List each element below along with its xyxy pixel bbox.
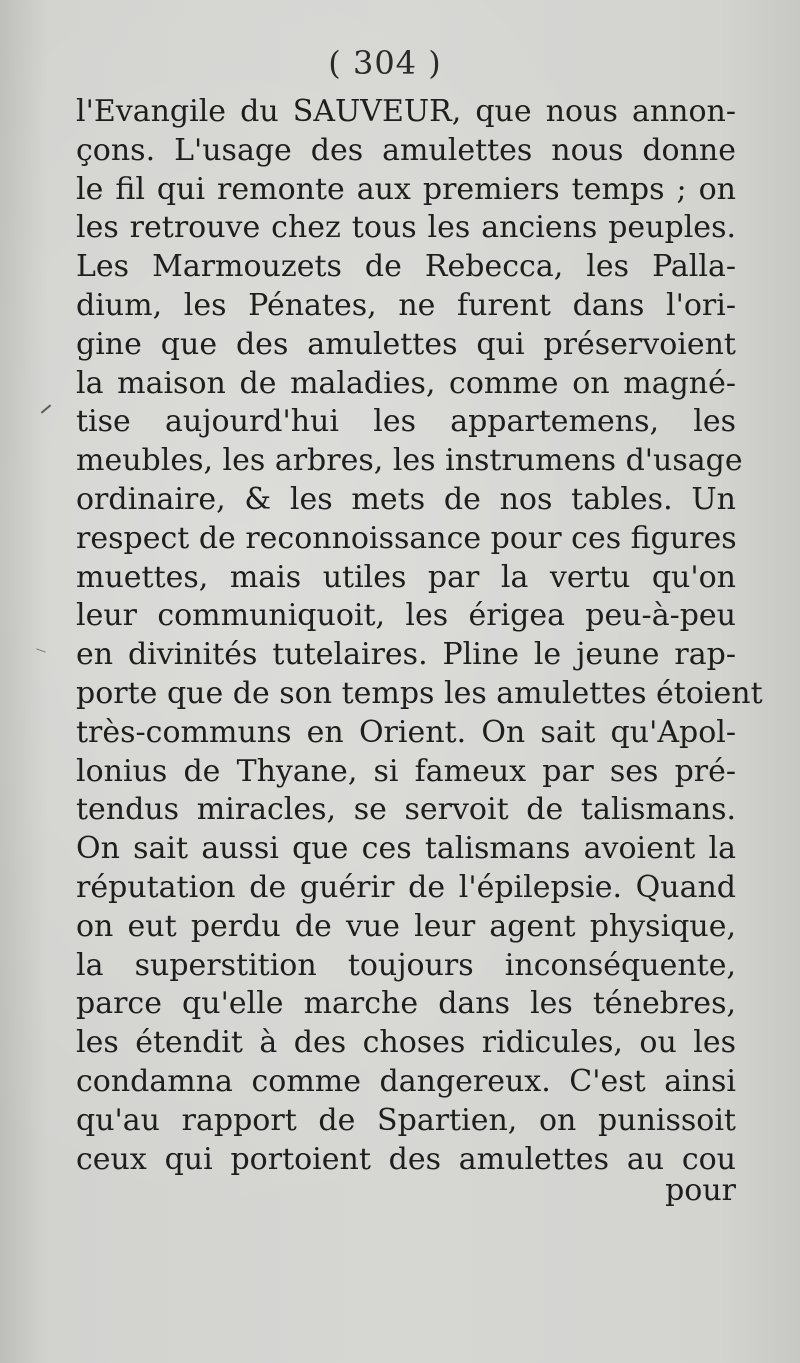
margin-mark: [41, 404, 51, 413]
text-line: condamna comme dangereux. C'est ainsi: [76, 1063, 736, 1099]
text-line: gine que des amulettes qui préservoient: [76, 326, 736, 362]
text-line: parce qu'elle marche dans les ténebres,: [76, 986, 736, 1022]
page-number: ( 304 ): [328, 44, 442, 82]
text-line: ordinaire, & les mets de nos tables. Un: [76, 481, 736, 517]
body-text: [76, 93, 763, 1179]
text-line: dium, les Pénates, ne furent dans l'ori-: [76, 287, 736, 323]
text-line: çons. L'usage des amulettes nous donne: [76, 132, 736, 168]
text-line: lonius de Thyane, si fameux par ses pré-: [76, 753, 736, 789]
text-line: en divinités tutelaires. Pline le jeune rap-: [76, 637, 736, 673]
text-line: ceux qui portoient des amulettes au cou: [76, 1141, 736, 1177]
text-line: meubles, les arbres, les instrumens d'usage: [76, 443, 743, 479]
text-line: tendus miracles, se servoit de talismans.: [76, 792, 736, 828]
text-line: On sait aussi que ces talismans avoient la: [76, 831, 736, 867]
text-line: respect de reconnoissance pour ces figures: [76, 520, 737, 556]
text-line: Les Marmouzets de Rebecca, les Palla-: [76, 249, 736, 285]
text-line: qu'au rapport de Spartien, on punissoit: [76, 1102, 736, 1138]
text-line: très-communs en Orient. On sait qu'Apol-: [76, 714, 736, 750]
text-line: muettes, mais utiles par la vertu qu'on: [76, 559, 736, 595]
text-line: la superstition toujours inconséquente,: [76, 947, 736, 983]
text-line: porte que de son temps les amulettes étoient: [76, 675, 763, 711]
text-line: la maison de maladies, comme on magné-: [76, 365, 736, 401]
text-line: les retrouve chez tous les anciens peuples.: [76, 210, 736, 246]
text-line: tise aujourd'hui les appartemens, les: [76, 404, 736, 440]
text-line: le fil qui remonte aux premiers temps ; on: [76, 171, 736, 207]
text-line: réputation de guérir de l'épilepsie. Quand: [76, 869, 736, 905]
text-line: l'Evangile du SAUVEUR, que nous annon-: [76, 94, 736, 129]
text-line: les étendit à des choses ridicules, ou les: [76, 1025, 736, 1061]
catchword: pour: [665, 1173, 736, 1208]
text-line: on eut perdu de vue leur agent physique,: [76, 908, 736, 944]
margin-mark: [36, 648, 46, 652]
text-line: leur communiquoit, les érigea peu-à-peu: [76, 598, 736, 634]
